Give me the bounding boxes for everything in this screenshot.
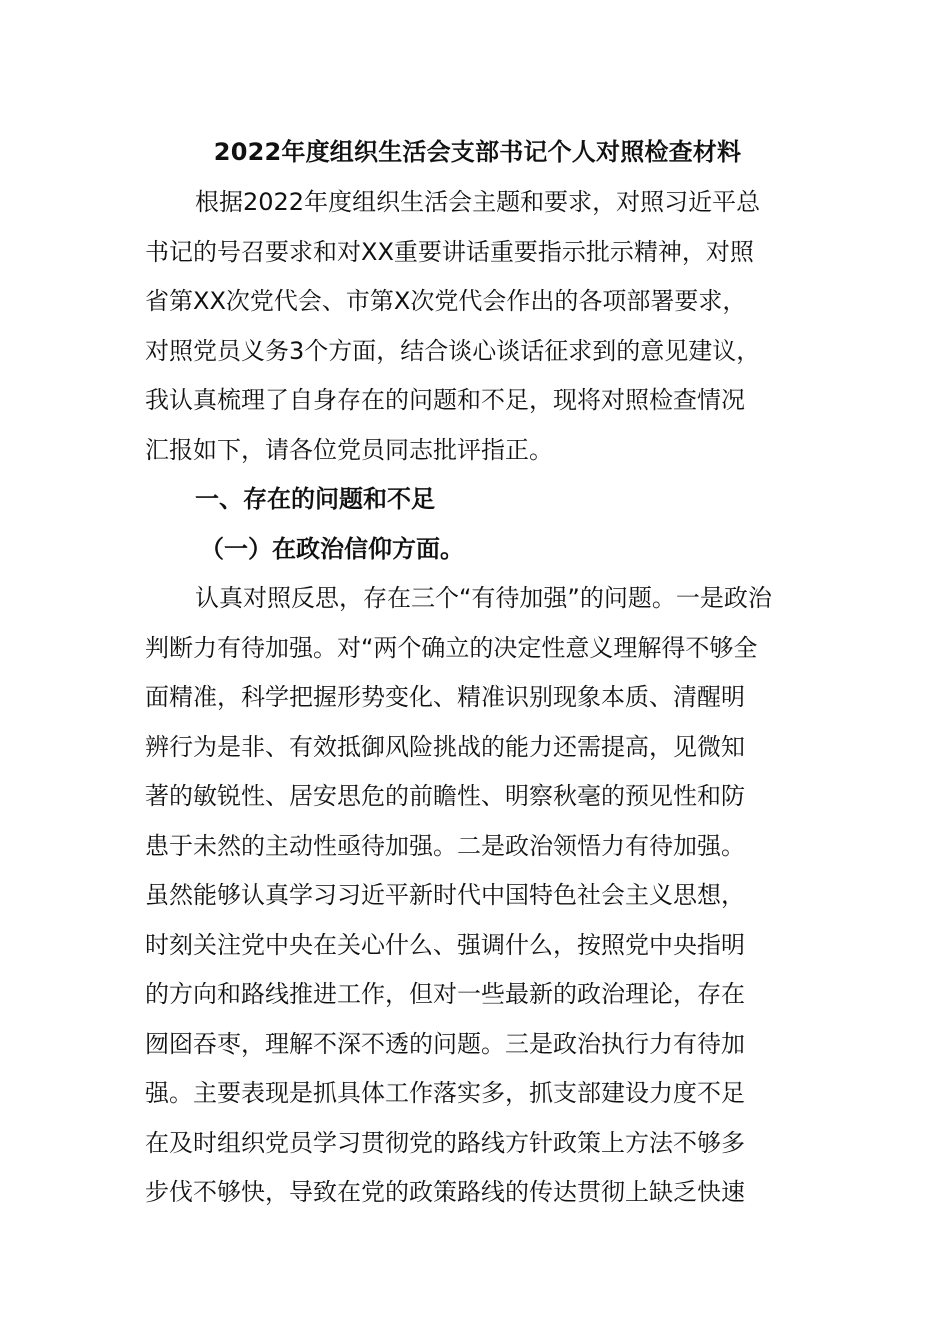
paragraph-line: 的方向和路线推进工作，但对一些最新的政治理论，存在 bbox=[145, 980, 745, 1008]
paragraph-line: 汇报如下，请各位党员同志批评指正。 bbox=[145, 435, 553, 464]
paragraph-line: 我认真梳理了自身存在的问题和不足，现将对照检查情况 bbox=[145, 386, 745, 414]
section-heading: 一、存在的问题和不足 bbox=[195, 485, 435, 513]
paragraph-line: 虽然能够认真学习习近平新时代中国特色社会主义思想， bbox=[145, 881, 745, 909]
paragraph-line: 面精准，科学把握形势变化、精准识别现象本质、清醒明 bbox=[145, 683, 745, 711]
paragraph-line: 强。主要表现是抓具体工作落实多，抓支部建设力度不足 bbox=[145, 1079, 745, 1107]
document-body bbox=[145, 126, 810, 1218]
paragraph-line: 辨行为是非、有效抵御风险挑战的能力还需提高，见微知 bbox=[145, 732, 745, 761]
paragraph-line: 患于未然的主动性亟待加强。二是政治领悟力有待加强。 bbox=[145, 831, 745, 860]
paragraph-line: 判断力有待加强。对“两个确立的决定性意义理解得不够全 bbox=[145, 633, 758, 662]
paragraph-line: 步伐不够快，导致在党的政策路线的传达贯彻上缺乏快速 bbox=[145, 1178, 745, 1206]
document-title: 2022年度组织生活会支部书记个人对照检查材料 bbox=[213, 138, 742, 166]
paragraph-line: 省第XX次党代会、市第X次党代会作出的各项部署要求， bbox=[145, 287, 747, 315]
paragraph-line: 对照党员义务3个方面，结合谈心谈话征求到的意见建议， bbox=[145, 336, 761, 365]
subsection-heading: （一）在政治信仰方面。 bbox=[200, 534, 464, 563]
paragraph-line: 囫囵吞枣，理解不深不透的问题。三是政治执行力有待加 bbox=[145, 1029, 745, 1058]
intro-paragraph bbox=[145, 178, 810, 475]
body-paragraph bbox=[145, 574, 810, 1218]
paragraph-line: 认真对照反思，存在三个“有待加强”的问题。一是政治 bbox=[195, 584, 772, 612]
paragraph-line: 书记的号召要求和对XX重要讲话重要指示批示精神，对照 bbox=[145, 237, 754, 266]
paragraph-line: 在及时组织党员学习贯彻党的路线方针政策上方法不够多 bbox=[145, 1128, 745, 1157]
paragraph-line: 著的敏锐性、居安思危的前瞻性、明察秋毫的预见性和防 bbox=[145, 782, 745, 810]
paragraph-line: 时刻关注党中央在关心什么、强调什么，按照党中央指明 bbox=[145, 930, 745, 959]
paragraph-line: 根据2022年度组织生活会主题和要求，对照习近平总 bbox=[195, 188, 761, 216]
